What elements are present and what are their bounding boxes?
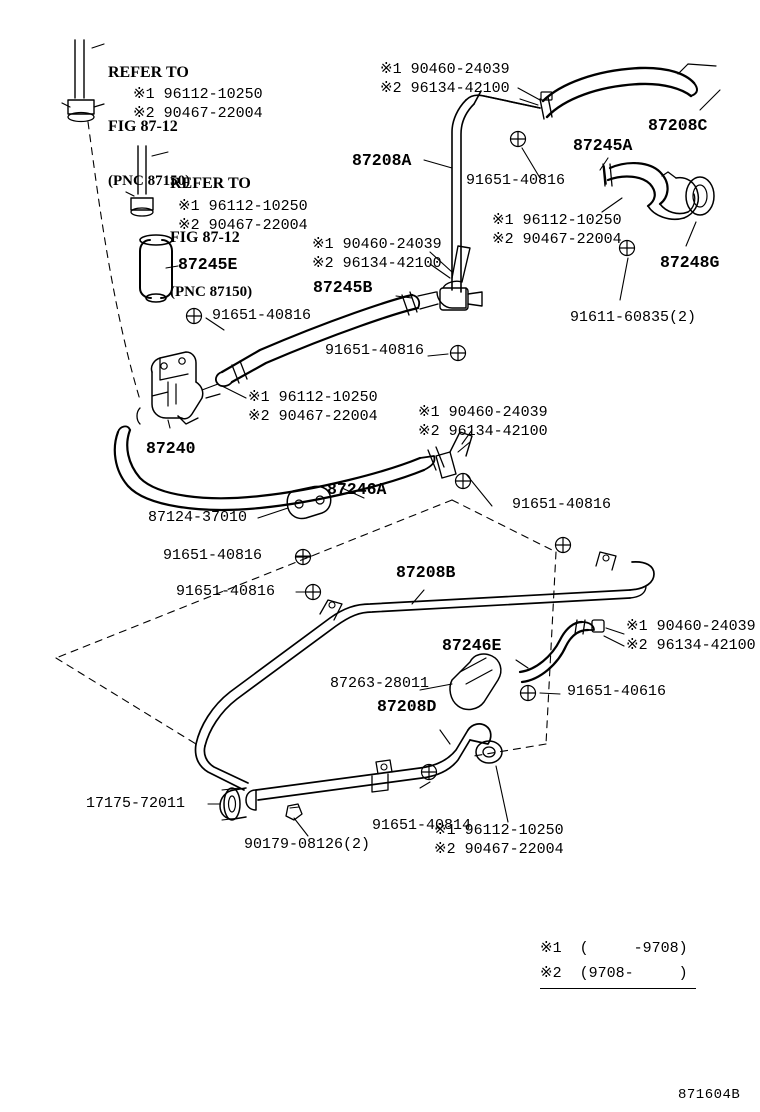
label-90467-22004-a: ※2 90467-22004 [492, 231, 622, 248]
label-90460-24039-b: ※1 90460-24039 [312, 236, 442, 253]
label-91651-40816-a: 91651-40816 [466, 172, 566, 189]
refer-block-2-part-1: ※1 96112-10250 [178, 198, 308, 215]
refer-block-1-line2: FIG 87-12 [108, 118, 178, 135]
label-96112-10250-c: ※1 96112-10250 [434, 822, 564, 839]
label-96112-10250-a: ※1 96112-10250 [492, 212, 622, 229]
refer-block-1-line3: (PNC 87150) [108, 173, 191, 189]
label-87240: 87240 [146, 439, 196, 458]
refer-block-2-line2: FIG 87-12 [170, 229, 240, 246]
label-90179-08126: 90179-08126(2) [244, 836, 371, 853]
label-90467-22004-c: ※2 90467-22004 [434, 841, 564, 858]
refer-block-1-line1: REFER TO [108, 64, 189, 81]
label-87124-37010: 87124-37010 [148, 509, 248, 526]
label-87208B: 87208B [396, 563, 456, 582]
label-91651-40814: 91651-40814 [372, 817, 472, 834]
label-91651-40616: 91651-40616 [567, 683, 667, 700]
refer-block-2-line3: (PNC 87150) [170, 284, 253, 300]
label-87208A: 87208A [352, 151, 412, 170]
sheet-code: 871604B [678, 1087, 741, 1103]
label-87263-28011: 87263-28011 [330, 675, 430, 692]
label-87246E: 87246E [442, 636, 502, 655]
label-91651-40816-f: 91651-40816 [176, 583, 276, 600]
refer-block-2-part-2: ※2 90467-22004 [178, 217, 308, 234]
label-90460-24039-c: ※1 90460-24039 [418, 404, 548, 421]
label-96112-10250-b: ※1 96112-10250 [248, 389, 378, 406]
label-90460-24039-d: ※1 90460-24039 [626, 618, 756, 635]
refer-block-1-part-2: ※2 90467-22004 [133, 105, 263, 122]
label-17175-72011: 17175-72011 [86, 795, 186, 812]
label-91651-40816-c: 91651-40816 [325, 342, 425, 359]
label-87208C: 87208C [648, 116, 708, 135]
label-91651-40816-d: 91651-40816 [512, 496, 612, 513]
label-87246A: 87246A [327, 480, 387, 499]
refer-block-1-part-1: ※1 96112-10250 [133, 86, 263, 103]
label-91651-40816-b: 91651-40816 [212, 307, 312, 324]
label-96134-42100-d: ※2 96134-42100 [626, 637, 756, 654]
label-87245E: 87245E [178, 255, 238, 274]
label-96134-42100-top: ※2 96134-42100 [380, 80, 510, 97]
label-87245A: 87245A [573, 136, 633, 155]
label-87245B: 87245B [313, 278, 373, 297]
footnote-2: ※2 (9708- ) [540, 965, 688, 982]
label-87248G: 87248G [660, 253, 720, 272]
label-96134-42100-b: ※2 96134-42100 [312, 255, 442, 272]
label-90460-24039-top: ※1 90460-24039 [380, 61, 510, 78]
footnote-1: ※1 ( -9708) [540, 940, 688, 957]
label-90467-22004-b: ※2 90467-22004 [248, 408, 378, 425]
label-91611-60835: 91611-60835(2) [570, 309, 697, 326]
label-87208D: 87208D [377, 697, 437, 716]
refer-block-2-line1: REFER TO [170, 175, 251, 192]
label-91651-40816-e: 91651-40816 [163, 547, 263, 564]
label-96134-42100-c: ※2 96134-42100 [418, 423, 548, 440]
footnote-divider [540, 988, 696, 989]
